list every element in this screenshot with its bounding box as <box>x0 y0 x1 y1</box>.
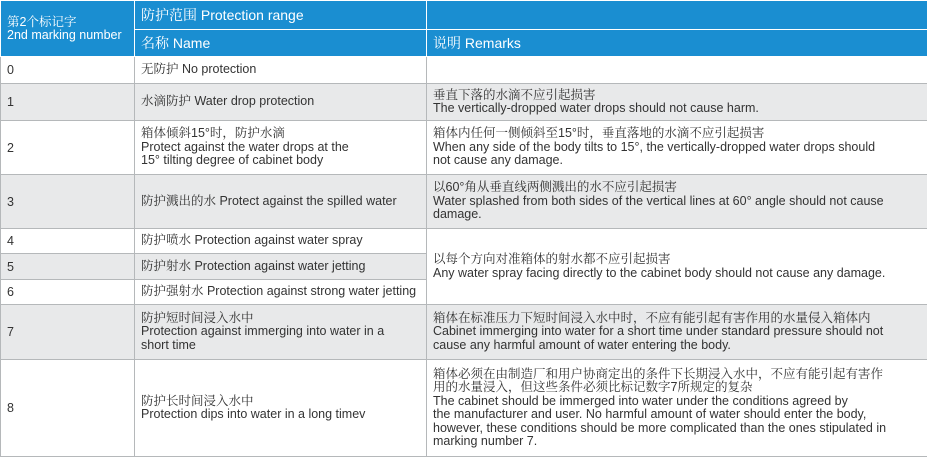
remark-line: 箱体在标准压力下短时间浸入水中时，不应有能引起有害作用的水量侵入箱体内 <box>433 310 871 325</box>
remark-cell <box>427 175 927 229</box>
name-line: 防护短时间浸入水中 <box>141 310 254 325</box>
name-line: 防护喷水 Protection against water spray <box>141 233 363 248</box>
remark-cell <box>427 121 927 175</box>
name-line: Protection dips into water in a long timev <box>141 407 366 421</box>
name-line: 15° tilting degree of cabinet body <box>141 153 324 168</box>
remark-line: Cabinet immerging into water for a short time under standard pressure should not <box>433 324 884 339</box>
table-row <box>1 121 927 175</box>
remark-line: damage. <box>433 207 482 222</box>
remark-line: 箱体内任何一侧倾斜至15°时，垂直落地的水滴不应引起损害 <box>433 126 765 141</box>
marking-number-label-cn: 第2个标记字 <box>7 14 77 29</box>
header-blank-cell <box>427 1 927 30</box>
name-line: short time <box>141 337 196 352</box>
marking-number: 2 <box>1 121 135 175</box>
name-line: Protect against the water drops at the <box>141 139 349 154</box>
name-line: 水滴防护 Water drop protection <box>141 94 315 109</box>
name-line: 无防护 No protection <box>141 62 257 77</box>
remark-line: The cabinet should be immerged into water under the conditions agreed by <box>433 393 848 408</box>
table-row <box>1 229 927 254</box>
remark-line: however, these conditions should be more complicated than the ones stipulated in <box>433 420 887 435</box>
name-cell <box>135 305 427 360</box>
name-cell <box>135 57 427 84</box>
name-cell <box>135 175 427 229</box>
marking-number: 8 <box>1 360 135 457</box>
remark-line: Water splashed from both sides of the vertical lines at 60° angle should not cause <box>433 193 884 208</box>
protection-range-header: 防护范围 Protection range <box>135 1 427 30</box>
marking-number: 1 <box>1 84 135 121</box>
name-cell <box>135 229 427 254</box>
remark-cell <box>427 84 927 121</box>
table-row <box>1 360 927 457</box>
header-row-bottom <box>1 30 927 57</box>
remark-line: marking number 7. <box>433 434 538 448</box>
name-line: 防护强射水 Protection against strong water jetting <box>141 284 417 299</box>
remarks-column-header: 说明 Remarks <box>427 30 927 57</box>
remark-cell <box>427 305 927 360</box>
remark-line: 以每个方向对准箱体的射水都不应引起损害 <box>433 252 671 266</box>
name-column-header: 名称 Name <box>135 30 427 57</box>
remark-line: The vertically-dropped water drops should not cause harm. <box>433 101 759 115</box>
name-line: 防护射水 Protection against water jetting <box>141 258 366 273</box>
table-row <box>1 84 927 121</box>
name-line: 箱体倾斜15°时，防护水滴 <box>141 126 285 141</box>
name-cell <box>135 254 427 280</box>
merged-remark-cell <box>427 229 927 305</box>
marking-number: 4 <box>1 229 135 254</box>
table-row <box>1 305 927 360</box>
marking-number-label-en: 2nd marking number <box>7 27 122 42</box>
remark-line: 垂直下落的水滴不应引起损害 <box>433 87 596 102</box>
name-line: 防护溅出的水 Protect against the spilled water <box>141 193 397 208</box>
marking-number: 7 <box>1 305 135 360</box>
table-row <box>1 175 927 229</box>
name-cell <box>135 121 427 175</box>
header-row-top <box>1 1 927 30</box>
remark-cell <box>427 57 927 84</box>
name-cell <box>135 84 427 121</box>
remark-line: cause any harmful amount of water entering the body. <box>433 337 731 352</box>
name-line: 防护长时间浸入水中 <box>141 393 254 408</box>
marking-number: 3 <box>1 175 135 229</box>
remark-cell <box>427 360 927 457</box>
table-row <box>1 57 927 84</box>
remark-line: Any water spray facing directly to the cabinet body should not cause any damage. <box>433 265 886 280</box>
remark-line: 以60°角从垂直线两侧溅出的水不应引起损害 <box>433 180 677 195</box>
name-line: Protection against immerging into water in a <box>141 324 385 339</box>
marking-number: 5 <box>1 254 135 280</box>
name-cell <box>135 360 427 457</box>
remark-line: 用的水量浸入，但这些条件必须比标记数字7所规定的复杂 <box>433 380 753 394</box>
marking-number-header <box>1 1 135 57</box>
name-cell <box>135 280 427 305</box>
remark-line: 箱体必须在由制造厂和用户协商定出的条件下长期浸入水中，不应有能引起有害作 <box>433 366 884 381</box>
remark-line: not cause any damage. <box>433 153 563 168</box>
remark-line: the manufacturer and user. No harmful amount of water should enter the body, <box>433 407 867 421</box>
remark-line: When any side of the body tilts to 15°, the vertically-dropped water drops should <box>433 139 876 154</box>
marking-number: 0 <box>1 57 135 84</box>
marking-number: 6 <box>1 280 135 305</box>
